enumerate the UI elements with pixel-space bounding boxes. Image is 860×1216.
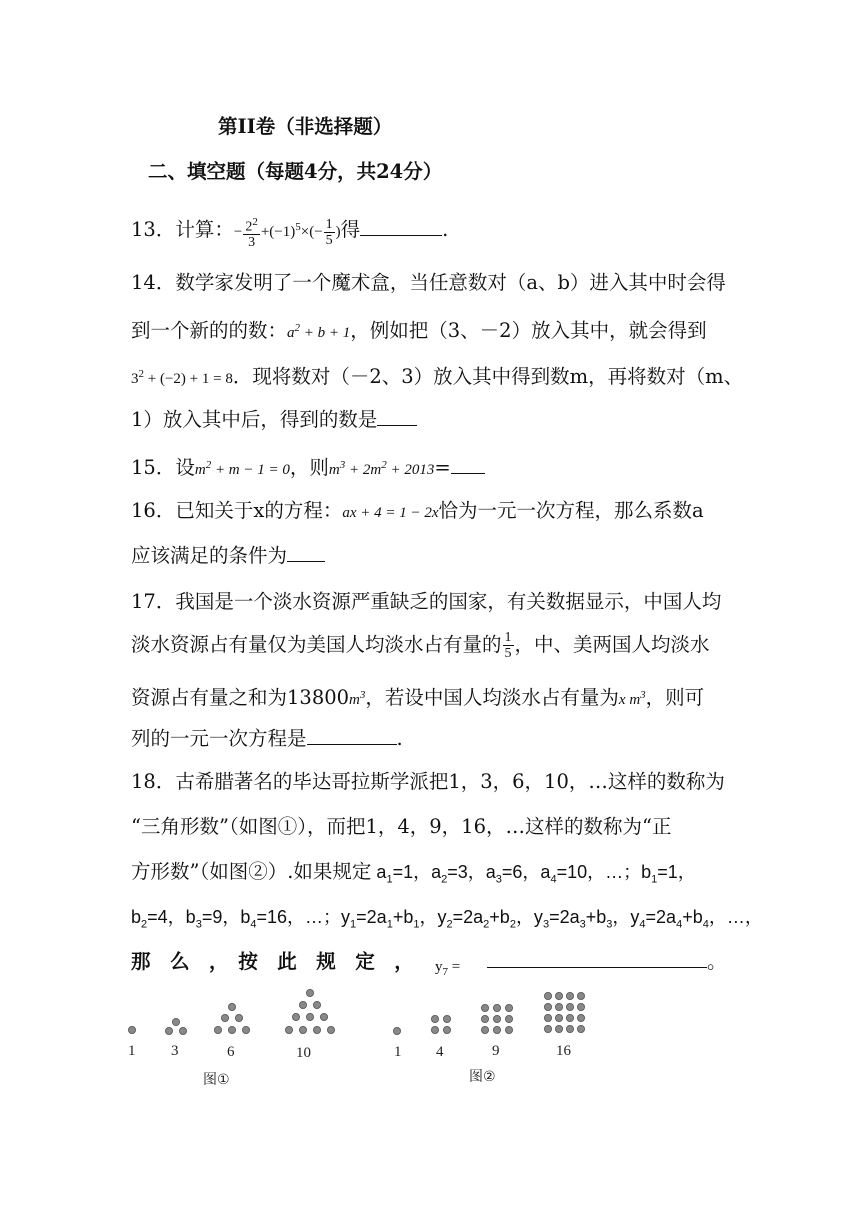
square-16	[544, 992, 584, 1032]
q17-text3a: 资源占有量之和为13800	[131, 686, 350, 709]
square-1	[393, 1027, 400, 1034]
q16-text-b: 恰为一元一次方程，那么系数a	[438, 499, 704, 522]
sq-label-4: 4	[436, 1044, 444, 1060]
q17-line4	[131, 724, 403, 754]
question-13	[131, 212, 448, 250]
caption-figure-1: 图①	[203, 1072, 230, 1088]
tri-label-1: 1	[128, 1043, 136, 1059]
q18-line5	[131, 947, 414, 977]
tri-label-6: 6	[227, 1044, 235, 1060]
triangle-1	[128, 1026, 135, 1033]
q13-tail: 得	[340, 218, 361, 241]
q13-end: .	[442, 218, 449, 241]
q18-definitions-a: $a_1=1$，$a_2=3$，$a_3=6$，$a_4=10$，…；$b_1=1$，	[371, 862, 696, 886]
tri-label-3: 3	[171, 1043, 179, 1059]
q14-line1	[131, 268, 726, 298]
q14-answer-blank[interactable]	[377, 405, 417, 426]
q18-number: 18．	[131, 770, 176, 793]
q17-fraction: $\frac{1}{5}$	[504, 630, 512, 661]
q18-y7-label: $y_7$ =	[435, 959, 461, 978]
q13-lead: 计算：	[175, 218, 234, 241]
q18-line3	[131, 857, 696, 895]
q17-text4: 列的一元一次方程是	[131, 727, 307, 750]
q16-number: 16．	[131, 499, 176, 522]
q16-answer-blank[interactable]	[287, 541, 325, 562]
q13-expression: − $\frac{2^2}{3}$ $+(-1)^5\times(-$ $\frac{1}{5}$ )	[233, 215, 341, 251]
q17-answer-blank[interactable]	[307, 724, 397, 745]
q17-text3b: ，若设中国人均淡水占有量为	[365, 686, 619, 709]
q18-line2	[131, 812, 671, 842]
q15-text-c: =	[434, 456, 451, 479]
q14-line4	[131, 405, 417, 435]
section-title: 第II卷（非选择题）	[218, 115, 393, 138]
q16-text2: 应该满足的条件为	[131, 544, 288, 567]
question-15	[131, 450, 485, 485]
q18-text5: 那 么 ， 按 此 规 定 ，	[131, 950, 414, 973]
q17-line3	[131, 680, 704, 715]
q18-line1	[131, 767, 725, 797]
triangle-10	[285, 989, 334, 1033]
tri-label-10: 10	[296, 1045, 311, 1061]
q14-formula: $a^2 + b + 1$	[287, 322, 351, 341]
q17-text2a: 淡水资源占有量仅为美国人均淡水占有量的	[131, 633, 502, 656]
q18-answer	[487, 947, 727, 977]
q17-end: .	[396, 727, 403, 750]
sq-label-16: 16	[556, 1043, 571, 1059]
triangle-6	[214, 1003, 249, 1033]
q16-equation: ax + 4 = 1 − 2x	[342, 505, 439, 521]
q17-line2	[131, 630, 710, 661]
q15-condition: $m^2 + m - 1 = 0$	[194, 459, 290, 478]
q14-text4: 1）放入其中后，得到的数是	[131, 408, 378, 431]
q14-text1: 数学家发明了一个魔术盒，当任意数对（a、b）进入其中时会得	[175, 271, 726, 294]
square-9	[481, 1004, 512, 1033]
q17-text1: 我国是一个淡水资源严重缺乏的国家，有关数据显示，中国人均	[175, 590, 722, 613]
q16-line1	[131, 496, 704, 528]
square-4	[431, 1015, 450, 1033]
caption-figure-2: 图②	[469, 1069, 496, 1085]
q15-expression: $m^3 + 2m^2 + 2013$	[328, 459, 435, 478]
sq-label-1: 1	[394, 1044, 402, 1060]
q14-line2	[131, 313, 707, 348]
part-heading: 二、填空题（每题4分，共24分）	[148, 160, 443, 183]
q18-text3: 方形数”（如图②）.如果规定	[131, 860, 372, 883]
q15-answer-blank[interactable]	[451, 453, 485, 474]
q17-text2b: ，中、美两国人均淡水	[514, 633, 710, 656]
q14-number: 14．	[131, 271, 176, 294]
q13-answer-blank[interactable]	[360, 215, 442, 236]
q15-text-a: 设	[175, 456, 195, 479]
q17-text3c: ，则可	[645, 686, 705, 709]
sq-label-9: 9	[492, 1043, 500, 1059]
figure-dot-patterns	[115, 985, 595, 1095]
q15-number: 15．	[131, 456, 176, 479]
q13-number: 13．	[131, 218, 176, 241]
q15-text-b: ，则	[289, 456, 329, 479]
q17-line1	[131, 587, 721, 617]
q14-text2a: 到一个新的的数：	[131, 319, 288, 342]
q17-number: 17．	[131, 590, 176, 613]
q16-text-a: 已知关于x的方程：	[175, 499, 343, 522]
q18-answer-blank[interactable]	[487, 947, 707, 968]
q18-end: 。	[707, 950, 727, 973]
q17-unit-2: x $m^3$	[618, 689, 646, 708]
q14-line3	[131, 359, 743, 394]
q18-text1: 古希腊著名的毕达哥拉斯学派把1，3，6，10，…这样的数称为	[175, 770, 725, 793]
q18-line4: $b_2=4$，$b_3=9$，$b_4=16$，…；$y_1=2a_1+b_1$，$y_2=2a_2+b_2$，$y_3=2a_3+b_3$，$y_4=2a_4+b_4$，…，	[131, 907, 763, 931]
q18-text2: “三角形数”（如图①），而把1，4，9，16，…这样的数称为“正	[131, 815, 672, 838]
q17-unit-1: $m^3$	[349, 689, 366, 708]
q14-text3: ．现将数对（－2、3）放入其中得到数m，再将数对（m、	[232, 365, 744, 388]
q14-text2b: ，例如把（3、－2）放入其中，就会得到	[350, 319, 707, 342]
q14-example: $3^2 + (-2) + 1 = 8$	[131, 368, 233, 387]
q18-y7	[435, 950, 460, 987]
triangle-3	[165, 1018, 186, 1034]
q16-line2	[131, 541, 325, 571]
